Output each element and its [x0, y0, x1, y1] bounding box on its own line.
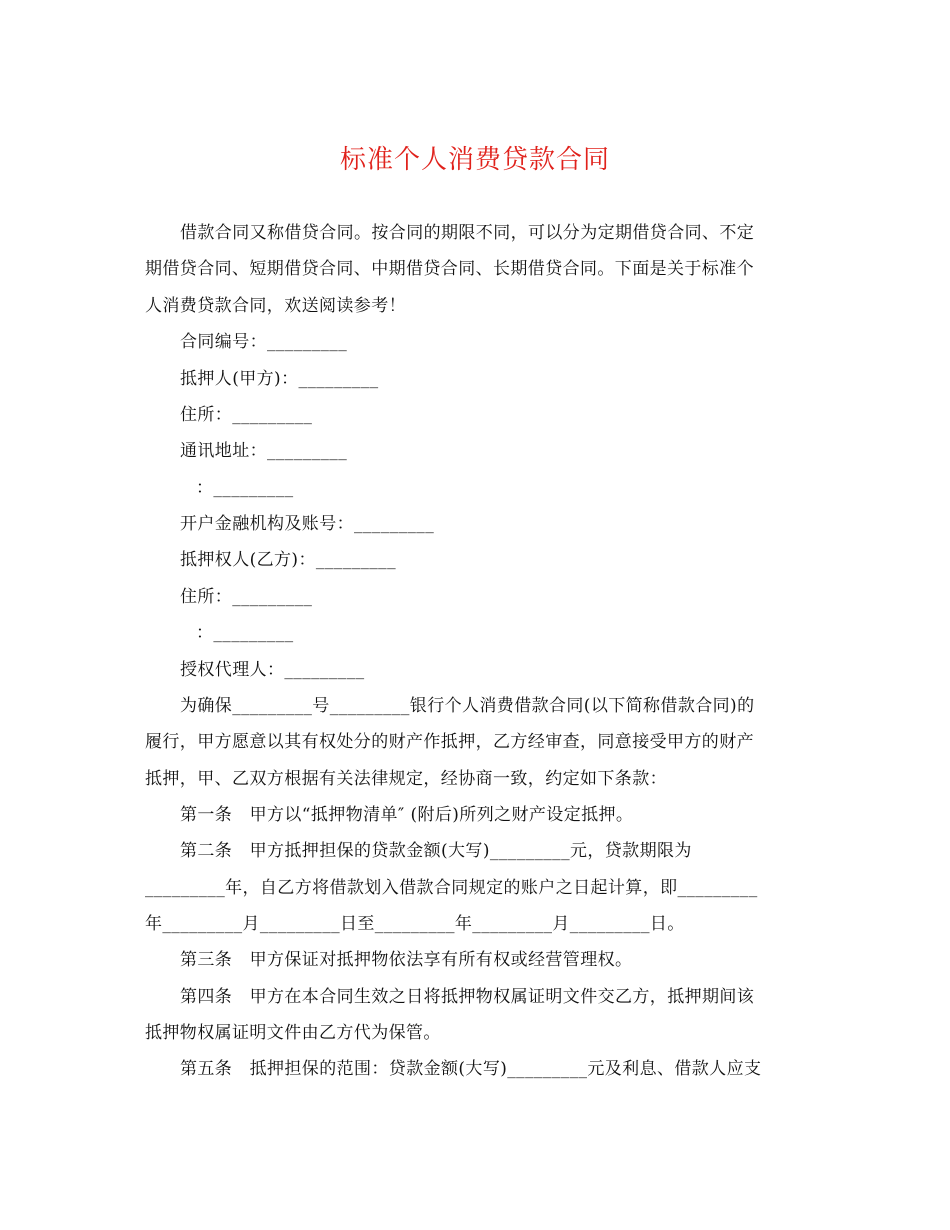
mortgagee-address-field: 住所：_________ [180, 587, 313, 607]
mortgagor-field: 抵押人(甲方)：_________ [180, 369, 379, 389]
article-4-line-1: 第四条 甲方在本合同生效之日将抵押物权属证明文件交乙方，抵押期间该 [180, 987, 755, 1007]
preamble-line-3: 抵押，甲、乙双方根据有关法律规定，经协商一致，约定如下条款： [145, 769, 667, 789]
intro-line-3: 人消费贷款合同，欢送阅读参考！ [145, 296, 406, 316]
mailing-address-field: 通讯地址：_________ [180, 441, 348, 461]
article-3: 第三条 甲方保证对抵押物依法享有所有权或经营管理权。 [180, 950, 633, 970]
preamble-line-1: 为确保_________号_________银行个人消费借款合同(以下简称借款合同)的 [180, 696, 755, 716]
mortgagor-address-field: 住所：_________ [180, 405, 313, 425]
intro-line-1: 借款合同又称借贷合同。按合同的期限不同，可以分为定期借贷合同、不定 [180, 223, 755, 243]
document-title: 标准个人消费贷款合同 [339, 145, 610, 175]
contract-number-field: 合同编号：_________ [180, 332, 348, 352]
article-2-line-3: 年_________月_________日至_________年_________月_________日。 [145, 914, 685, 934]
blank-field-1: ：_________ [196, 478, 294, 498]
article-2-line-2: _________年，自乙方将借款划入借款合同规定的账户之日起计算，即_________ [145, 878, 758, 898]
article-5-line-1: 第五条 抵押担保的范围：贷款金额(大写)_________元及利息、借款人应支 [180, 1059, 762, 1079]
article-1: 第一条 甲方以“抵押物清单″ (附后)所列之财产设定抵押。 [180, 805, 634, 825]
authorized-agent-field: 授权代理人：_________ [180, 660, 365, 680]
preamble-line-2: 履行，甲方愿意以其有权处分的财产作抵押，乙方经审查，同意接受甲方的财产 [145, 732, 754, 752]
article-2-line-1: 第二条 甲方抵押担保的贷款金额(大写)_________元，贷款期限为 [180, 841, 692, 861]
mortgagee-field: 抵押权人(乙方)：_________ [180, 550, 396, 570]
bank-account-field: 开户金融机构及账号：_________ [180, 514, 435, 534]
article-4-line-2: 抵押物权属证明文件由乙方代为保管。 [145, 1023, 441, 1043]
blank-field-2: ：_________ [196, 623, 294, 643]
intro-line-2: 期借贷合同、短期借贷合同、中期借贷合同、长期借贷合同。下面是关于标准个 [145, 259, 754, 279]
